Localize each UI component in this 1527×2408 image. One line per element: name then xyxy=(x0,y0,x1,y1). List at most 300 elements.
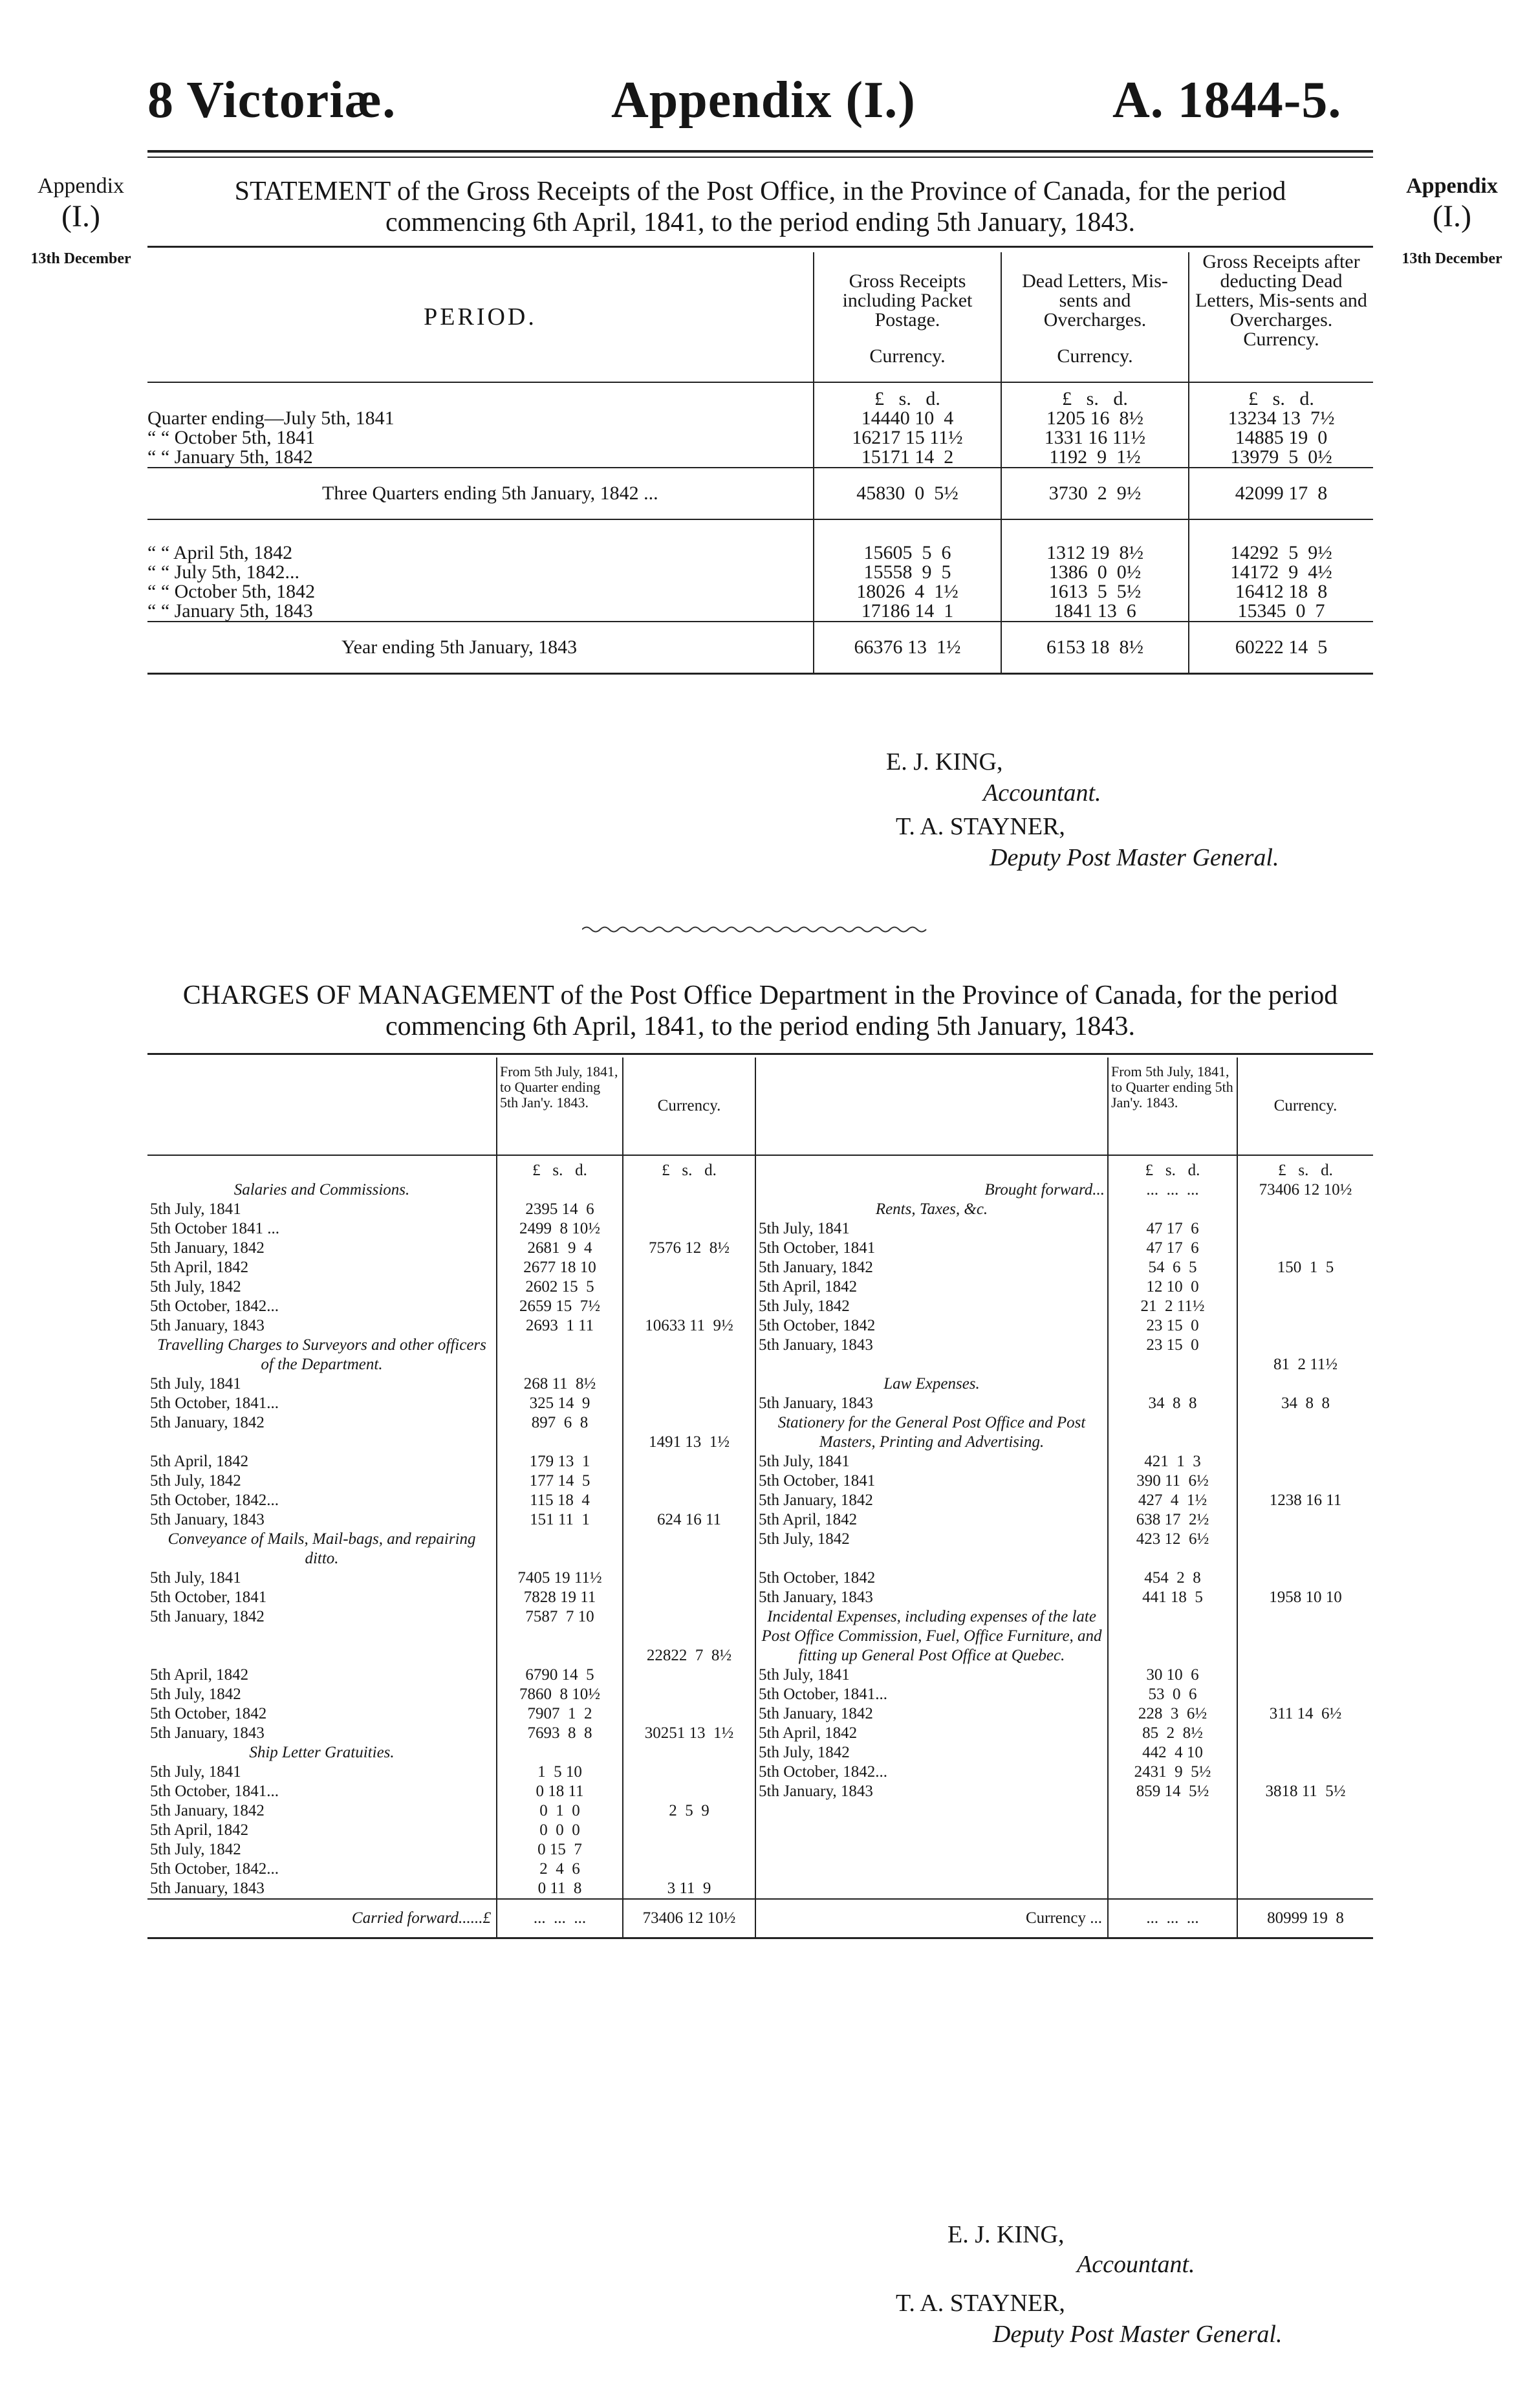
charges-row xyxy=(147,1743,1373,1763)
charges-row-amount: 23 15 0 xyxy=(1108,1336,1237,1374)
lsd-after: £ s. d. xyxy=(1189,382,1373,409)
row-period: “ “ October 5th, 1842 xyxy=(147,581,316,602)
charges-row-total xyxy=(1237,1530,1373,1568)
charges-row-total xyxy=(1237,1510,1373,1530)
charges-row-label: 5th January, 1843 xyxy=(150,1880,265,1897)
charges-row-total xyxy=(623,1297,755,1316)
charges-title xyxy=(147,980,1373,1042)
charges-row-label: 5th January, 1843 xyxy=(755,1588,1108,1607)
charges-section-heading: Stationery for the General Post Office and Post Masters, Printing and Advertising. xyxy=(755,1413,1108,1452)
charges-left-desc-header xyxy=(147,1058,497,1155)
charges-row xyxy=(147,1724,1373,1743)
charges-row-label: 5th April, 1842 xyxy=(755,1510,1108,1530)
charges-left-from-header: From 5th July, 1841, to Quarter ending 5th Jan'y. 1843. xyxy=(497,1058,623,1155)
charges-row-amount: 325 14 9 xyxy=(497,1394,623,1413)
total-dead: 6153 18 8½ xyxy=(1001,622,1189,674)
charges-row-total xyxy=(1237,1568,1373,1588)
charges-row-amount: 2395 14 6 xyxy=(497,1200,623,1219)
charges-row-amount: 638 17 2½ xyxy=(1108,1510,1237,1530)
charges-row-amount: 454 2 8 xyxy=(1108,1568,1237,1588)
statement-row xyxy=(147,448,1373,468)
margin-label-right xyxy=(1384,173,1520,272)
row-after: 14885 19 0 xyxy=(1189,428,1373,448)
charges-row-total xyxy=(623,1277,755,1297)
charges-row xyxy=(147,1413,1373,1452)
charges-row-label: 5th April, 1842 xyxy=(755,1724,1108,1743)
charges-row-amount: 47 17 6 xyxy=(1108,1219,1237,1239)
charges-row-amount: 0 18 11 xyxy=(497,1782,623,1801)
charges-row xyxy=(147,1471,1373,1491)
charges-row-total: 34 8 8 xyxy=(1237,1394,1373,1413)
charges-lsd-right-total: £ s. d. xyxy=(1237,1155,1373,1180)
charges-row-total xyxy=(1237,1724,1373,1743)
charges-row-total xyxy=(1237,1665,1373,1685)
charges-row-total: 7576 12 8½ xyxy=(623,1239,755,1258)
charges-row-label: Brought forward... xyxy=(755,1180,1108,1200)
charges-row-amount: 228 3 6½ xyxy=(1108,1704,1237,1724)
charges-section-heading: Law Expenses. xyxy=(755,1374,1108,1394)
charges-row xyxy=(147,1704,1373,1724)
charges-row-amount: 7405 19 11½ xyxy=(497,1568,623,1588)
charges-row-label: 5th October, 1842 xyxy=(755,1568,1108,1588)
col-after-label: Gross Receipts after deducting Dead Letters, Mis-sents and Overcharges. xyxy=(1195,251,1367,331)
charges-row-label: 5th January, 1842 xyxy=(150,1414,265,1431)
row-after: 15345 0 7 xyxy=(1189,602,1373,622)
charges-row-amount: 2693 1 11 xyxy=(497,1316,623,1336)
charges-row xyxy=(147,1821,1373,1840)
charges-row-label: 5th January, 1843 xyxy=(755,1394,1108,1413)
margin-appendix: Appendix xyxy=(1406,174,1498,198)
charges-row-label: 5th January, 1843 xyxy=(150,1511,265,1528)
charges-row-total xyxy=(1237,1239,1373,1258)
charges-row xyxy=(147,1530,1373,1568)
col-dead-header xyxy=(1001,252,1189,382)
charges-row-label: 5th January, 1843 xyxy=(150,1317,265,1334)
charges-row-amount: 54 6 5 xyxy=(1108,1258,1237,1277)
row-gross: 15171 14 2 xyxy=(814,448,1001,468)
statement-header-row xyxy=(147,252,1373,382)
col-dead-label: Dead Letters, Mis-sents and Overcharges. xyxy=(1022,270,1168,331)
margin-appendix-number: (I.) xyxy=(1433,199,1471,233)
charges-row-label: 5th January, 1842 xyxy=(150,1608,265,1625)
charges-row-amount: 0 15 7 xyxy=(497,1840,623,1860)
charges-title-line2: commencing 6th April, 1841, to the period ending 5th January, 1843. xyxy=(385,1012,1136,1041)
signature-king-1: E. J. KING, xyxy=(886,748,1003,776)
charges-lsd-left-total: £ s. d. xyxy=(623,1155,755,1180)
charges-row-label: 5th April, 1842 xyxy=(150,1821,249,1839)
charges-row-amount: 7587 7 10 xyxy=(497,1607,623,1665)
charges-right-currency-header: Currency. xyxy=(1237,1058,1373,1155)
col-dead-currency: Currency. xyxy=(1057,345,1133,367)
charges-section-heading: Salaries and Commissions. xyxy=(233,1181,410,1199)
subtotal-label: Three Quarters ending 5th January, 1842 ... xyxy=(322,483,658,504)
charges-row-label: 5th July, 1842 xyxy=(150,1841,241,1858)
charges-row-label: 5th July, 1842 xyxy=(755,1743,1108,1763)
charges-row-label: 5th July, 1841 xyxy=(755,1452,1108,1471)
row-gross: 16217 15 11½ xyxy=(814,428,1001,448)
signature-king-role-1: Accountant. xyxy=(983,779,1101,807)
charges-row-amount: 7828 19 11 xyxy=(497,1588,623,1607)
row-period: “ “ January 5th, 1843 xyxy=(147,600,313,622)
margin-date: 13th December xyxy=(30,250,131,267)
charges-row-amount: 2602 15 5 xyxy=(497,1277,623,1297)
charges-row-amount: 177 14 5 xyxy=(497,1471,623,1491)
charges-lsd-left-amt: £ s. d. xyxy=(497,1155,623,1180)
currency-footer-label: Currency ... xyxy=(755,1899,1108,1938)
row-period: “ “ April 5th, 1842 xyxy=(147,542,293,563)
charges-row xyxy=(147,1258,1373,1277)
charges-row-amount: 2681 9 4 xyxy=(497,1239,623,1258)
statement-table xyxy=(147,252,1373,675)
charges-row xyxy=(147,1316,1373,1336)
charges-row-label: 5th April, 1842 xyxy=(150,1259,249,1276)
row-gross: 15558 9 5 xyxy=(814,563,1001,582)
charges-row-amount: 151 11 1 xyxy=(497,1510,623,1530)
running-header-left: 8 Victoriæ. xyxy=(147,72,396,129)
currency-footer-amt: ... ... ... xyxy=(1108,1899,1237,1938)
total-after: 60222 14 5 xyxy=(1189,622,1373,674)
lsd-spacer xyxy=(147,382,814,409)
charges-row-amount: 0 0 0 xyxy=(497,1821,623,1840)
charges-row-amount: 0 1 0 xyxy=(497,1801,623,1821)
charges-row-total xyxy=(623,1704,755,1724)
charges-row-total xyxy=(623,1685,755,1704)
row-gross: 18026 4 1½ xyxy=(814,582,1001,602)
charges-section-heading: Conveyance of Mails, Mail-bags, and repairing ditto. xyxy=(168,1530,476,1567)
charges-row xyxy=(147,1200,1373,1219)
running-header-center: Appendix (I.) xyxy=(611,72,916,129)
charges-row-amount: 427 4 1½ xyxy=(1108,1491,1237,1510)
col-gross-header xyxy=(814,252,1001,382)
charges-row-label: 5th October, 1842... xyxy=(150,1860,279,1878)
charges-row-amount: 85 2 8½ xyxy=(1108,1724,1237,1743)
running-header-right: A. 1844-5. xyxy=(1112,72,1342,129)
statement-title-line2: commencing 6th April, 1841, to the period ending 5th January, 1843. xyxy=(385,208,1136,237)
col-after-header xyxy=(1189,252,1373,382)
charges-row-label: 5th July, 1841 xyxy=(150,1375,241,1393)
charges-row-total xyxy=(623,1491,755,1510)
header-rule-thick xyxy=(147,150,1373,153)
charges-row-label: 5th January, 1842 xyxy=(755,1258,1108,1277)
charges-row-label: 5th October 1841 ... xyxy=(150,1220,279,1237)
charges-row-label: 5th January, 1843 xyxy=(755,1782,1108,1801)
charges-row-total xyxy=(623,1200,755,1219)
signature-stayner-role-2: Deputy Post Master General. xyxy=(993,2321,1283,2348)
total-label: Year ending 5th January, 1843 xyxy=(341,636,578,658)
charges-row-label: 5th July, 1841 xyxy=(150,1763,241,1781)
charges-row-amount: 1 5 10 xyxy=(497,1763,623,1782)
charges-row-total xyxy=(623,1588,755,1607)
charges-row-total xyxy=(623,1763,755,1782)
charges-row-total: 1238 16 11 xyxy=(1237,1491,1373,1510)
subtotal-dead: 3730 2 9½ xyxy=(1001,468,1189,519)
charges-row xyxy=(147,1219,1373,1239)
charges-row-amount: 30 10 6 xyxy=(1108,1665,1237,1685)
charges-row-label: 5th July, 1841 xyxy=(150,1569,241,1587)
charges-row-total xyxy=(623,1665,755,1685)
carried-forward-label: Carried forward......£ xyxy=(351,1909,491,1927)
charges-row-total xyxy=(1237,1316,1373,1336)
charges-row-amount: 7693 8 8 xyxy=(497,1724,623,1743)
row-dead: 1312 19 8½ xyxy=(1001,543,1189,563)
total-gross: 66376 13 1½ xyxy=(814,622,1001,674)
charges-row-amount: 390 11 6½ xyxy=(1108,1471,1237,1491)
charges-right-desc-header xyxy=(755,1058,1108,1155)
charges-row-total: 22822 7 8½ xyxy=(623,1607,755,1665)
charges-row-label: 5th October, 1842 xyxy=(150,1705,267,1722)
charges-row xyxy=(147,1840,1373,1860)
charges-row-total: 73406 12 10½ xyxy=(1237,1180,1373,1200)
charges-top-rule xyxy=(147,1053,1373,1055)
margin-date: 13th December xyxy=(1402,250,1502,267)
charges-row-amount: 441 18 5 xyxy=(1108,1588,1237,1607)
statement-row xyxy=(147,409,1373,428)
charges-row-amount: 421 1 3 xyxy=(1108,1452,1237,1471)
charges-row-total xyxy=(1237,1219,1373,1239)
charges-row-total xyxy=(1237,1452,1373,1471)
charges-row-label: 5th October, 1841 xyxy=(755,1471,1108,1491)
charges-row xyxy=(147,1297,1373,1316)
row-dead: 1841 13 6 xyxy=(1001,602,1189,622)
statement-title xyxy=(147,176,1373,238)
charges-row-label: 5th October, 1841... xyxy=(755,1685,1108,1704)
charges-row-label: 5th July, 1841 xyxy=(755,1219,1108,1239)
charges-row-total: 3818 11 5½ xyxy=(1237,1782,1373,1801)
statement-row xyxy=(147,563,1373,582)
statement-row xyxy=(147,602,1373,622)
charges-row-label: 5th April, 1842 xyxy=(150,1453,249,1470)
charges-row-total xyxy=(1237,1277,1373,1297)
charges-row-amount: 12 10 0 xyxy=(1108,1277,1237,1297)
signature-king-role-2: Accountant. xyxy=(1077,2251,1195,2278)
charges-row-total: 311 14 6½ xyxy=(1237,1704,1373,1724)
carried-forward-amt: ... ... ... xyxy=(497,1899,623,1938)
charges-row xyxy=(147,1180,1373,1200)
charges-row xyxy=(147,1452,1373,1471)
row-dead: 1331 16 11½ xyxy=(1001,428,1189,448)
charges-row-amount: 859 14 5½ xyxy=(1108,1782,1237,1801)
charges-row-label: 5th October, 1841... xyxy=(150,1783,279,1800)
margin-label-left xyxy=(26,173,136,272)
charges-row-amount: 2431 9 5½ xyxy=(1108,1763,1237,1782)
charges-row xyxy=(147,1685,1373,1704)
charges-row-total: 3 11 9 xyxy=(623,1879,755,1899)
row-after: 14292 5 9½ xyxy=(1189,543,1373,563)
charges-body xyxy=(147,1180,1373,1899)
charges-row-amount: 34 8 8 xyxy=(1108,1394,1237,1413)
charges-row-total xyxy=(623,1258,755,1277)
margin-appendix-number: (I.) xyxy=(61,199,100,233)
charges-row xyxy=(147,1665,1373,1685)
charges-title-line1: CHARGES OF MANAGEMENT of the Post Office Department in the Province of Canada, for the period xyxy=(182,981,1338,1010)
charges-row-label: 5th July, 1842 xyxy=(150,1278,241,1296)
charges-row xyxy=(147,1394,1373,1413)
row-after: 14172 9 4½ xyxy=(1189,563,1373,582)
statement-row xyxy=(147,543,1373,563)
col-period-header: PERIOD. xyxy=(424,303,537,331)
charges-row xyxy=(147,1782,1373,1801)
charges-row-amount: 2499 8 10½ xyxy=(497,1219,623,1239)
charges-section-heading: Ship Letter Gratuities. xyxy=(249,1744,395,1761)
charges-row-total xyxy=(623,1840,755,1860)
charges-row-label: 5th October, 1842 xyxy=(755,1316,1108,1336)
charges-row-amount: 442 4 10 xyxy=(1108,1743,1237,1763)
charges-row-total xyxy=(1237,1297,1373,1316)
charges-row-amount: 0 11 8 xyxy=(497,1879,623,1899)
statement-total-row xyxy=(147,622,1373,674)
statement-title-line1: STATEMENT of the Gross Receipts of the Post Office, in the Province of Canada, for the period xyxy=(234,177,1286,206)
row-gross: 17186 14 1 xyxy=(814,602,1001,622)
charges-row xyxy=(147,1860,1373,1879)
signature-stayner-2: T. A. STAYNER, xyxy=(896,2290,1065,2317)
charges-row-label: 5th July, 1842 xyxy=(150,1472,241,1490)
charges-row-amount: 2677 18 10 xyxy=(497,1258,623,1277)
col-gross-currency: Currency. xyxy=(869,345,946,367)
charges-left-currency-header: Currency. xyxy=(623,1058,755,1155)
statement-subtotal-row xyxy=(147,468,1373,519)
charges-row-label: 5th October, 1841 xyxy=(150,1589,267,1606)
charges-row-total xyxy=(623,1471,755,1491)
charges-row-amount: 2 4 6 xyxy=(497,1860,623,1879)
row-dead: 1386 0 0½ xyxy=(1001,563,1189,582)
charges-row-total xyxy=(1237,1685,1373,1704)
charges-row xyxy=(147,1336,1373,1374)
subtotal-after: 42099 17 8 xyxy=(1189,468,1373,519)
charges-row-label: 5th January, 1842 xyxy=(150,1239,265,1257)
charges-row xyxy=(147,1763,1373,1782)
row-after: 13234 13 7½ xyxy=(1189,409,1373,428)
charges-section-heading: Rents, Taxes, &c. xyxy=(755,1200,1108,1219)
charges-row-total xyxy=(623,1821,755,1840)
charges-row xyxy=(147,1607,1373,1665)
charges-row xyxy=(147,1510,1373,1530)
charges-row-total xyxy=(623,1219,755,1239)
charges-row-total: 30251 13 1½ xyxy=(623,1724,755,1743)
charges-row-label: 5th January, 1843 xyxy=(755,1336,1108,1374)
charges-row-total xyxy=(623,1568,755,1588)
charges-section-heading: Incidental Expenses, including expenses of the late Post Office Commission, Fuel, Office Furniture, and fitting up General Post Office at Quebec. xyxy=(755,1607,1108,1665)
col-gross-label: Gross Receipts including Packet Postage. xyxy=(842,270,973,331)
charges-row xyxy=(147,1239,1373,1258)
charges-row-amount: 897 6 8 xyxy=(497,1413,623,1452)
charges-footer-row xyxy=(147,1899,1373,1938)
carried-forward-total: 73406 12 10½ xyxy=(623,1899,755,1938)
signature-king-2: E. J. KING, xyxy=(948,2221,1065,2248)
currency-footer-total: 80999 19 8 xyxy=(1237,1899,1373,1938)
charges-row xyxy=(147,1879,1373,1899)
charges-row-label: 5th January, 1842 xyxy=(755,1704,1108,1724)
statement-rows-group2 xyxy=(147,543,1373,622)
charges-row xyxy=(147,1491,1373,1510)
charges-row-amount: ... ... ... xyxy=(1108,1180,1237,1200)
charges-row-total: 2 5 9 xyxy=(623,1801,755,1821)
charges-row-label: 5th January, 1842 xyxy=(150,1802,265,1819)
lsd-dead: £ s. d. xyxy=(1001,382,1189,409)
charges-row-total xyxy=(1237,1471,1373,1491)
charges-row-total: 1491 13 1½ xyxy=(623,1413,755,1452)
charges-right-from-header: From 5th July, 1841, to Quarter ending 5th Jan'y. 1843. xyxy=(1108,1058,1237,1155)
charges-row-label: 5th October, 1842... xyxy=(150,1297,279,1315)
charges-section-heading: Travelling Charges to Surveyors and other officers of the Department. xyxy=(157,1336,486,1373)
charges-row-amount: 2659 15 7½ xyxy=(497,1297,623,1316)
statement-row xyxy=(147,428,1373,448)
charges-row-amount: 53 0 6 xyxy=(1108,1685,1237,1704)
charges-row-label: 5th July, 1841 xyxy=(755,1665,1108,1685)
charges-row-total xyxy=(623,1860,755,1879)
statement-row xyxy=(147,582,1373,602)
statement-top-rule xyxy=(147,246,1373,248)
charges-row-label: 5th April, 1842 xyxy=(150,1666,249,1684)
charges-lsd-right-amt: £ s. d. xyxy=(1108,1155,1237,1180)
charges-row-total xyxy=(623,1782,755,1801)
charges-row-amount: 115 18 4 xyxy=(497,1491,623,1510)
charges-lsd-row xyxy=(147,1155,1373,1180)
signature-stayner-1: T. A. STAYNER, xyxy=(896,813,1065,840)
charges-row xyxy=(147,1277,1373,1297)
charges-row-amount: 21 2 11½ xyxy=(1108,1297,1237,1316)
charges-row-label: 5th January, 1843 xyxy=(150,1724,265,1742)
charges-row-total: 81 2 11½ xyxy=(1237,1336,1373,1374)
header-rule-thin xyxy=(147,157,1373,158)
charges-table xyxy=(147,1058,1373,1939)
statement-rows-group1 xyxy=(147,409,1373,468)
signature-stayner-role-1: Deputy Post Master General. xyxy=(990,844,1279,871)
row-gross: 14440 10 4 xyxy=(814,409,1001,428)
margin-appendix: Appendix xyxy=(37,174,125,198)
charges-row-label: 5th July, 1842 xyxy=(150,1686,241,1703)
charges-row-total xyxy=(623,1394,755,1413)
row-dead: 1613 5 5½ xyxy=(1001,582,1189,602)
charges-row-label: 5th January, 1842 xyxy=(755,1491,1108,1510)
row-period: “ “ July 5th, 1842... xyxy=(147,561,299,583)
charges-row xyxy=(147,1568,1373,1588)
charges-row-total xyxy=(623,1374,755,1394)
col-after-currency: Currency. xyxy=(1243,329,1319,350)
charges-row-amount: 268 11 8½ xyxy=(497,1374,623,1394)
charges-row-total: 10633 11 9½ xyxy=(623,1316,755,1336)
row-period: “ “ January 5th, 1842 xyxy=(147,446,313,468)
charges-row-amount: 7860 8 10½ xyxy=(497,1685,623,1704)
decorative-divider xyxy=(582,925,931,934)
row-dead: 1205 16 8½ xyxy=(1001,409,1189,428)
charges-row-label: 5th October, 1842... xyxy=(755,1763,1108,1782)
subtotal-gross: 45830 0 5½ xyxy=(814,468,1001,519)
charges-row-total xyxy=(1237,1743,1373,1763)
charges-row-total: 1958 10 10 xyxy=(1237,1588,1373,1607)
charges-row-total xyxy=(1237,1763,1373,1782)
row-period: Quarter ending—July 5th, 1841 xyxy=(147,407,395,429)
charges-row-amount: 6790 14 5 xyxy=(497,1665,623,1685)
charges-row-label: 5th October, 1841... xyxy=(150,1394,279,1412)
row-after: 16412 18 8 xyxy=(1189,582,1373,602)
charges-row xyxy=(147,1801,1373,1821)
statement-lsd-row xyxy=(147,382,1373,409)
charges-row-label: 5th October, 1841 xyxy=(755,1239,1108,1258)
charges-row-label: 5th July, 1842 xyxy=(755,1297,1108,1316)
charges-row-total: 624 16 11 xyxy=(623,1510,755,1530)
charges-row xyxy=(147,1374,1373,1394)
charges-row-amount: 423 12 6½ xyxy=(1108,1530,1237,1568)
charges-row-amount: 179 13 1 xyxy=(497,1452,623,1471)
charges-row-label: 5th April, 1842 xyxy=(755,1277,1108,1297)
charges-row-total: 150 1 5 xyxy=(1237,1258,1373,1277)
row-period: “ “ October 5th, 1841 xyxy=(147,427,316,448)
lsd-gross: £ s. d. xyxy=(814,382,1001,409)
row-dead: 1192 9 1½ xyxy=(1001,448,1189,468)
charges-header-row xyxy=(147,1058,1373,1155)
charges-row-label: 5th October, 1842... xyxy=(150,1491,279,1509)
row-gross: 15605 5 6 xyxy=(814,543,1001,563)
